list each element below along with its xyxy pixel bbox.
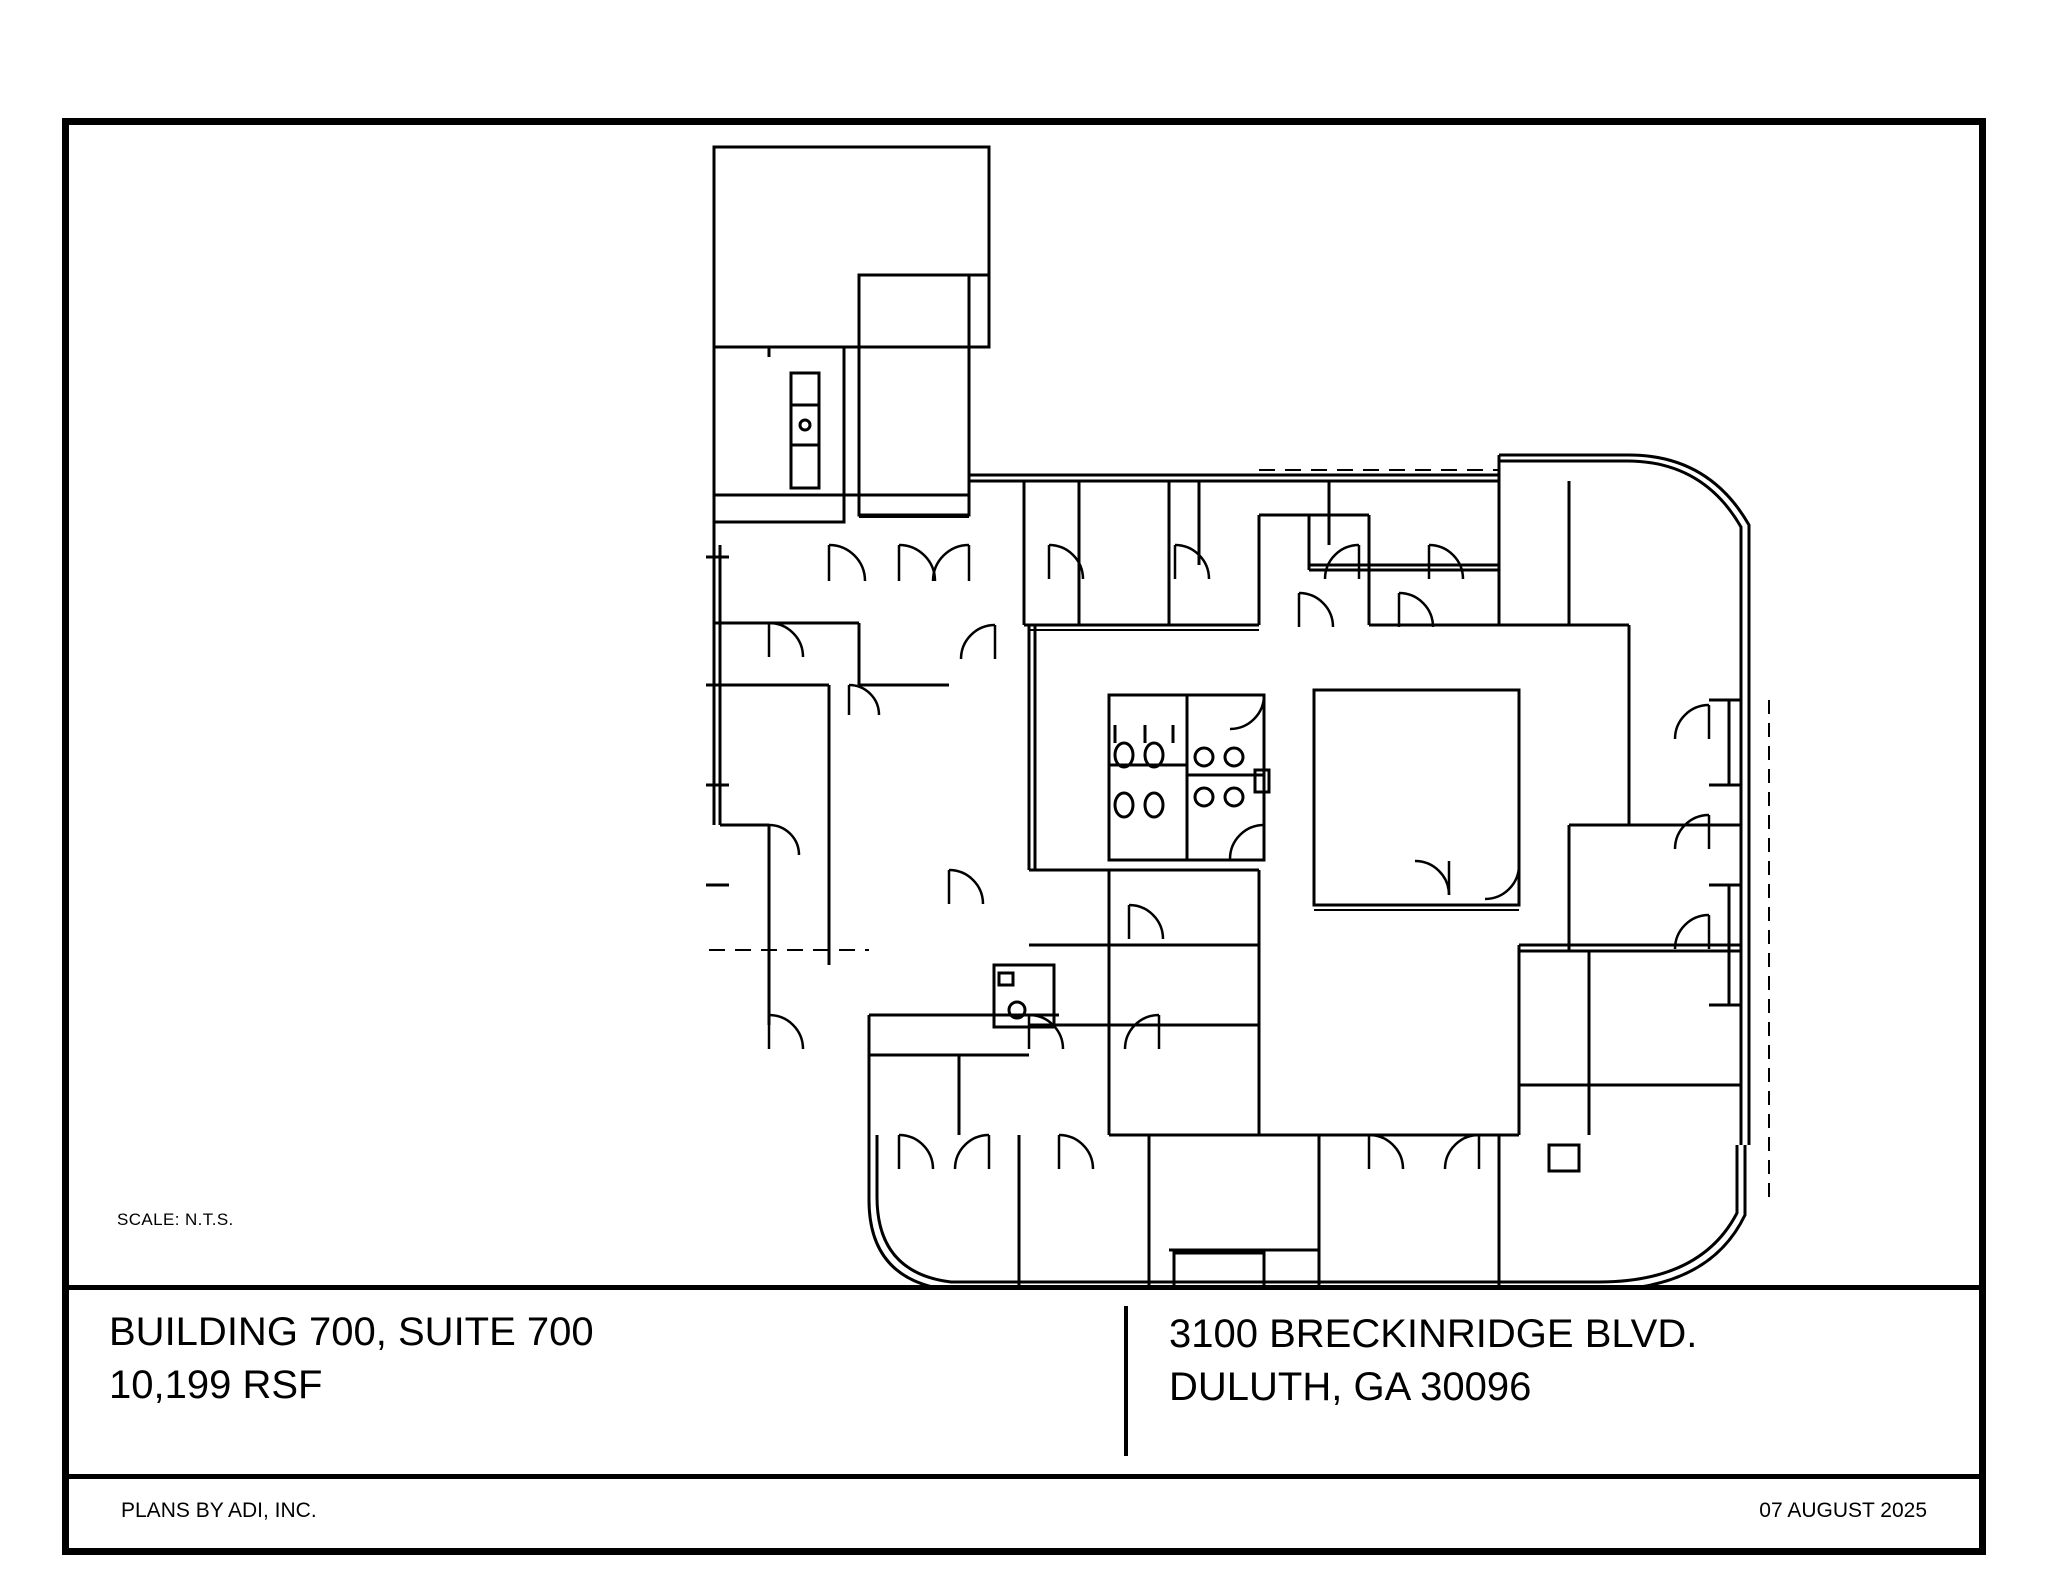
plans-credit: PLANS BY ADI, INC. [121, 1499, 317, 1522]
sheet-footer [69, 1477, 1979, 1555]
floor-plan-drawing [69, 125, 1979, 1285]
scale-note: SCALE: N.T.S. [117, 1210, 234, 1229]
title-block-right [1169, 1308, 1949, 1414]
title-block [69, 1288, 1979, 1472]
plan-date: 07 AUGUST 2025 [1759, 1499, 1927, 1522]
drawing-sheet [62, 118, 1986, 1555]
floor-plan-area [69, 125, 1979, 1285]
rentable-area-label: 10,199 RSF [109, 1362, 323, 1407]
building-suite-label: BUILDING 700, SUITE 700 [109, 1310, 594, 1354]
address-line-1: 3100 BRECKINRIDGE BLVD. [1169, 1312, 1698, 1356]
address-line-2: DULUTH, GA 30096 [1169, 1364, 1532, 1409]
title-block-vertical-divider [1124, 1306, 1128, 1456]
title-block-left [109, 1306, 1089, 1412]
